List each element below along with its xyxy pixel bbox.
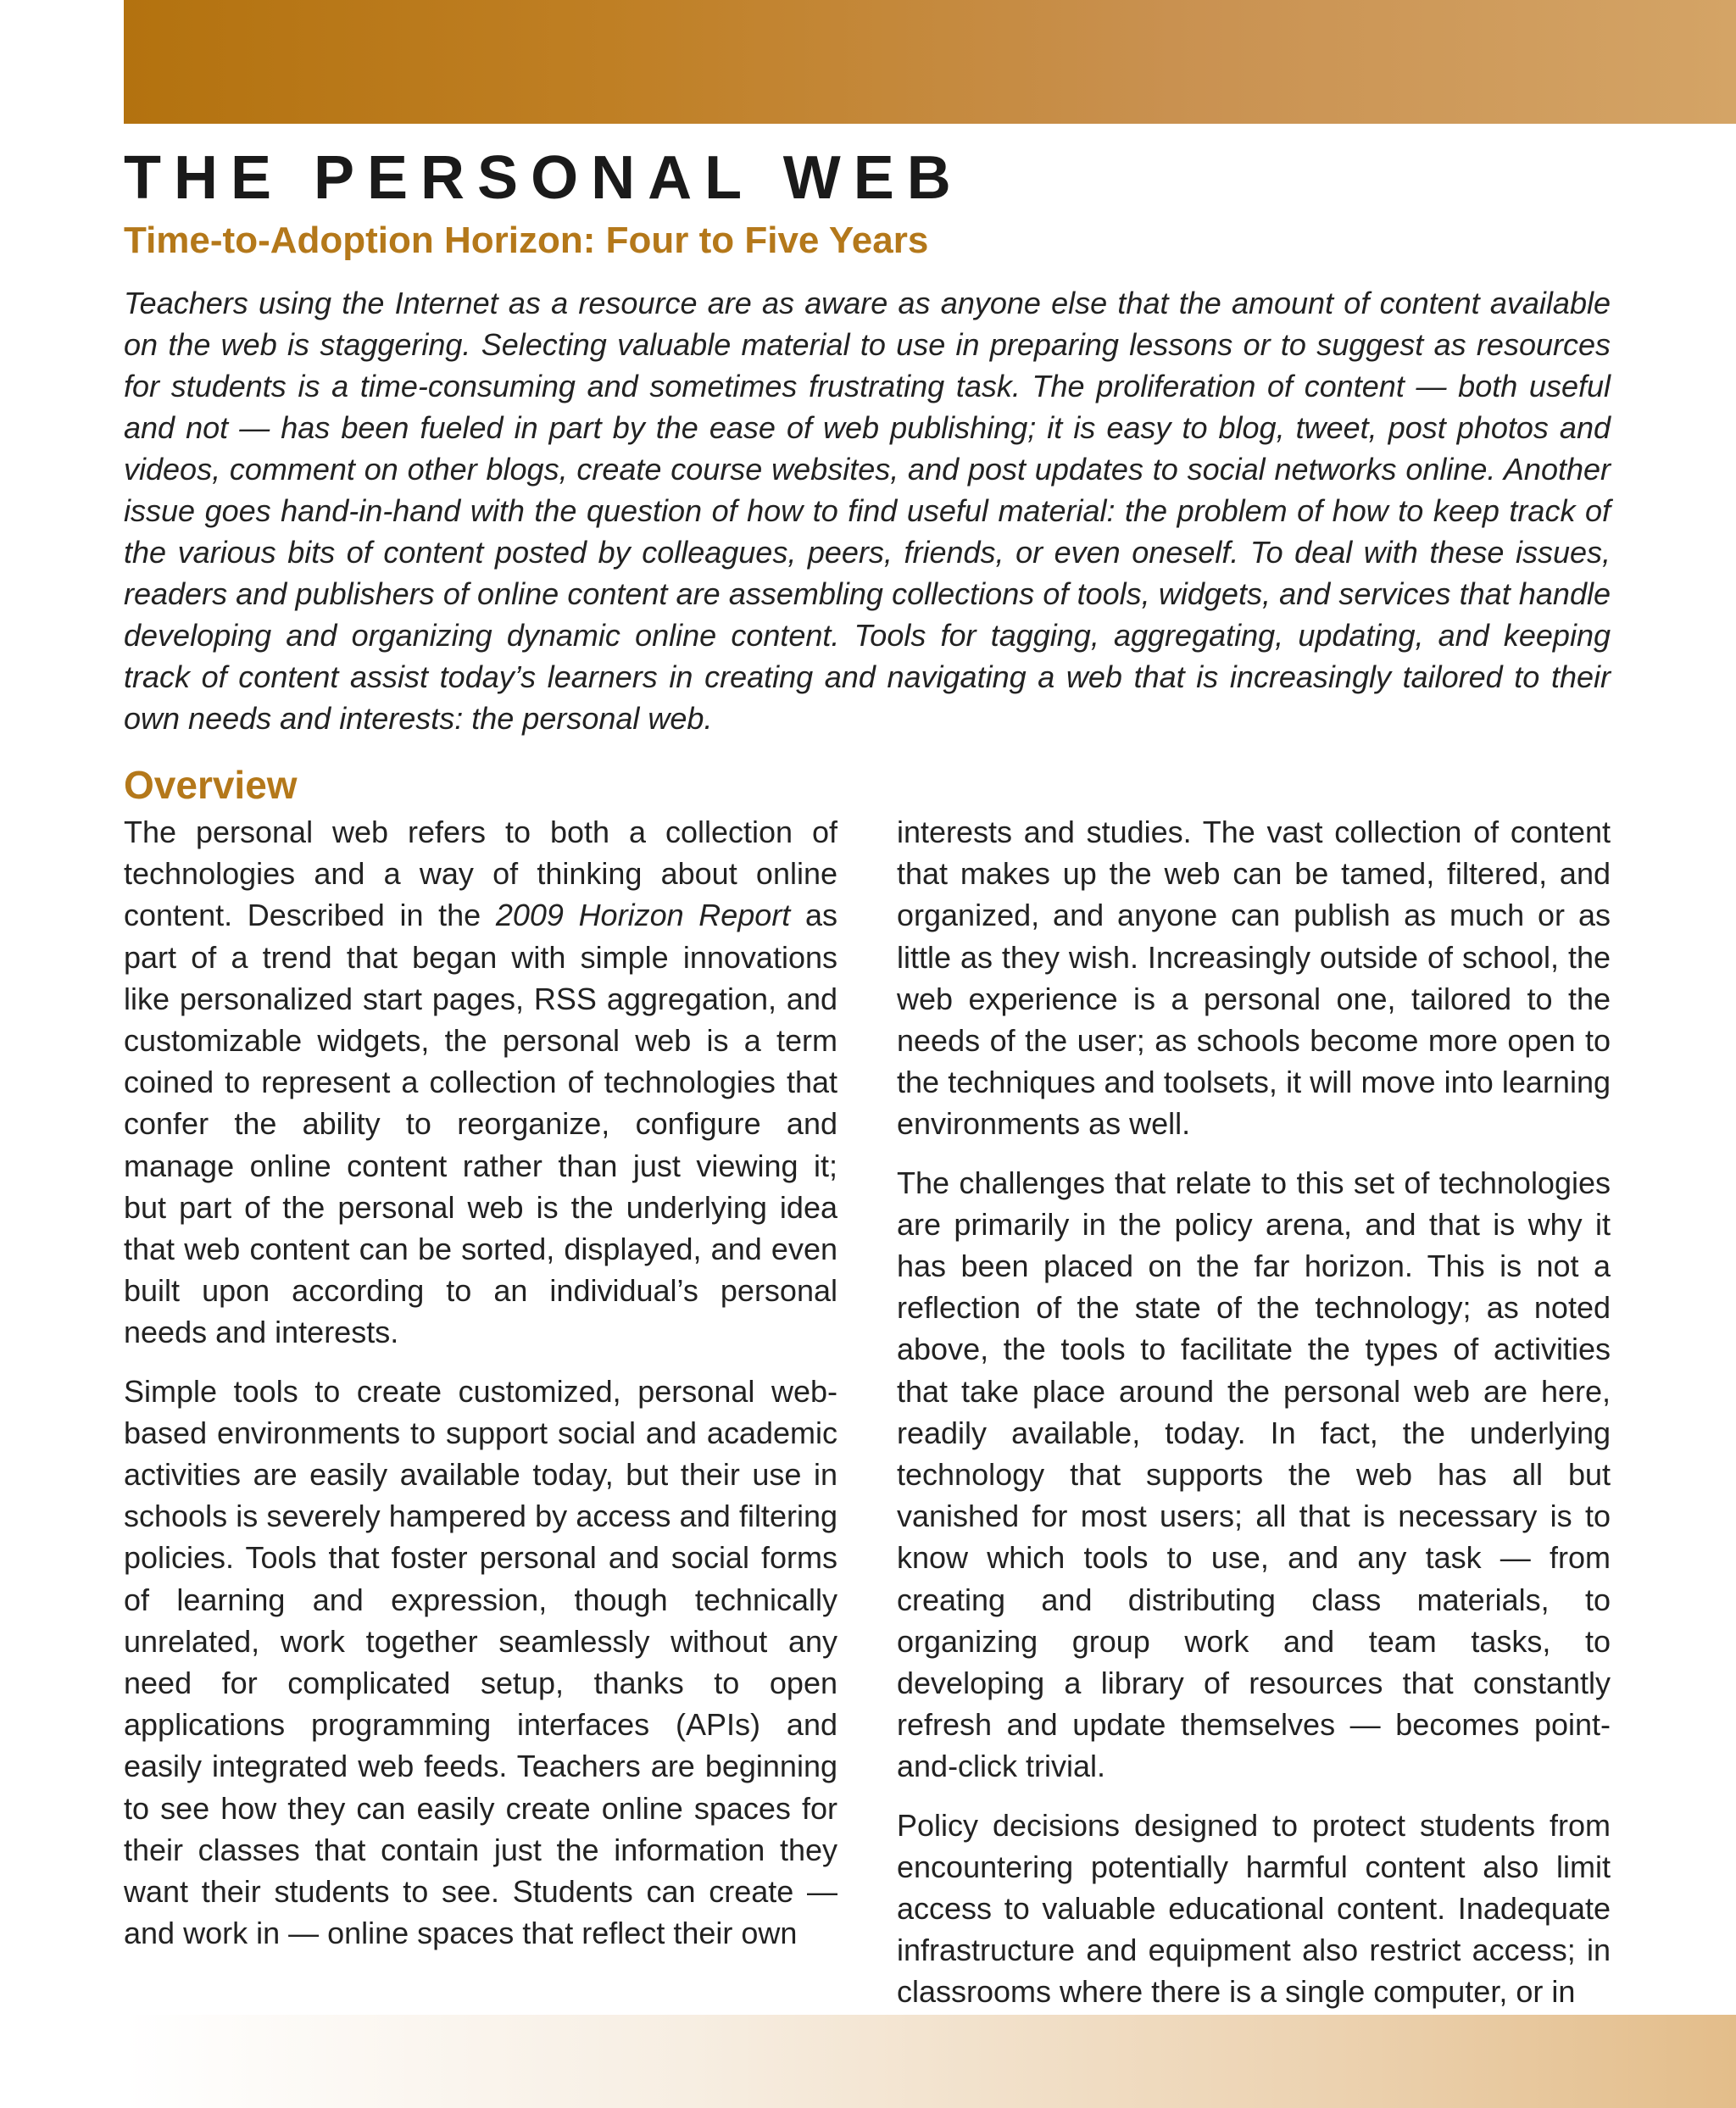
report-title-reference: 2009 Horizon Report xyxy=(495,898,791,933)
left-paragraph-1-text-a: The personal web refers to both a collection of technologies and a way of thinking about online content. Described in the xyxy=(124,815,837,933)
left-paragraph-1-text-b: as part of a trend that began with simple innovations like personalized start pages, RSS aggregation, and customizable widgets, the personal web is a term coined to represent a collection of technologies that confer the ability to reorganize, configure and manage online content rather than just viewing it; but part of the personal web is the underlying idea that web content can be sorted, displayed, and even built upon according to an individual’s personal needs and interests. xyxy=(124,898,837,1350)
right-paragraph-1: interests and studies. The vast collection of content that makes up the web can be tamed, filtered, and organized, and anyone can publish as much or as little as they wish. Increasingly outside of school, the web experience is a personal one, tailored to the needs of the user; as schools become more open to the techniques and toolsets, it will move into learning environments as well. xyxy=(897,815,1611,1142)
left-paragraph-2: Simple tools to create customized, personal web-based environments to support social and academic activities are easily available today, but their use in schools is severely hampered by access and filtering policies. Tools that foster personal and social forms of learning and expression, though technically unrelated, work together seamlessly without any need for complicated setup, thanks to open applications programming interfaces (APIs) and easily integrated web feeds. Teachers are beginning to see how they can easily create online spaces for their classes that contain just the information they want their students to see. Students can create — and work in — online spaces that reflect their own xyxy=(124,1373,837,1951)
right-column xyxy=(897,811,1611,2030)
intro-paragraph: Teachers using the Internet as a resource are as aware as anyone else that the amount of content available on the web is staggering. Selecting valuable material to use in preparing lessons or to suggest as resources for students is a time-consuming and sometimes frustrating task. The proliferation of content — both useful and not — has been fueled in part by the ease of web publishing; it is easy to blog, tweet, post photos and videos, comment on other blogs, create course websites, and post updates to social networks online. Another issue goes hand-in-hand with the question of how to find useful material: the problem of how to keep track of the various bits of content posted by colleagues, peers, friends, or even oneself. To deal with these issues, readers and publishers of online content are assembling collections of tools, widgets, and services that handle developing and organizing dynamic online content. Tools for tagging, aggregating, updating, and keeping track of content assist today’s learners in creating and navigating a web that is increasingly tailored to their own needs and interests: the personal web. xyxy=(124,286,1611,736)
page-title: THE PERSONAL WEB xyxy=(124,144,964,212)
overview-heading: Overview xyxy=(124,763,298,807)
header-color-band xyxy=(124,0,1736,124)
right-paragraph-3: Policy decisions designed to protect students from encountering potentially harmful content also limit access to valuable educational content. Inadequate infrastructure and equipment also restrict access; in classrooms where there is a single computer, or in xyxy=(897,1807,1611,2010)
left-paragraph-1 xyxy=(124,811,837,1354)
right-paragraph-2: The challenges that relate to this set of technologies are primarily in the policy arena, and that is why it has been placed on the far horizon. This is not a reflection of the state of the technology; as noted above, the tools to facilitate the types of activities that take place around the personal web are here, readily available, today. In fact, the underlying technology that supports the web has all but vanished for most users; all that is necessary is to know which tools to use, and any task — from creating and distributing class materials, to organizing group work and team tasks, to developing a library of resources that constantly refresh and update themselves — becomes point-and-click trivial. xyxy=(897,1165,1611,1784)
adoption-horizon-subtitle: Time-to-Adoption Horizon: Four to Five Years xyxy=(124,220,929,261)
left-column xyxy=(124,811,837,1971)
footer-color-band xyxy=(124,2015,1736,2108)
